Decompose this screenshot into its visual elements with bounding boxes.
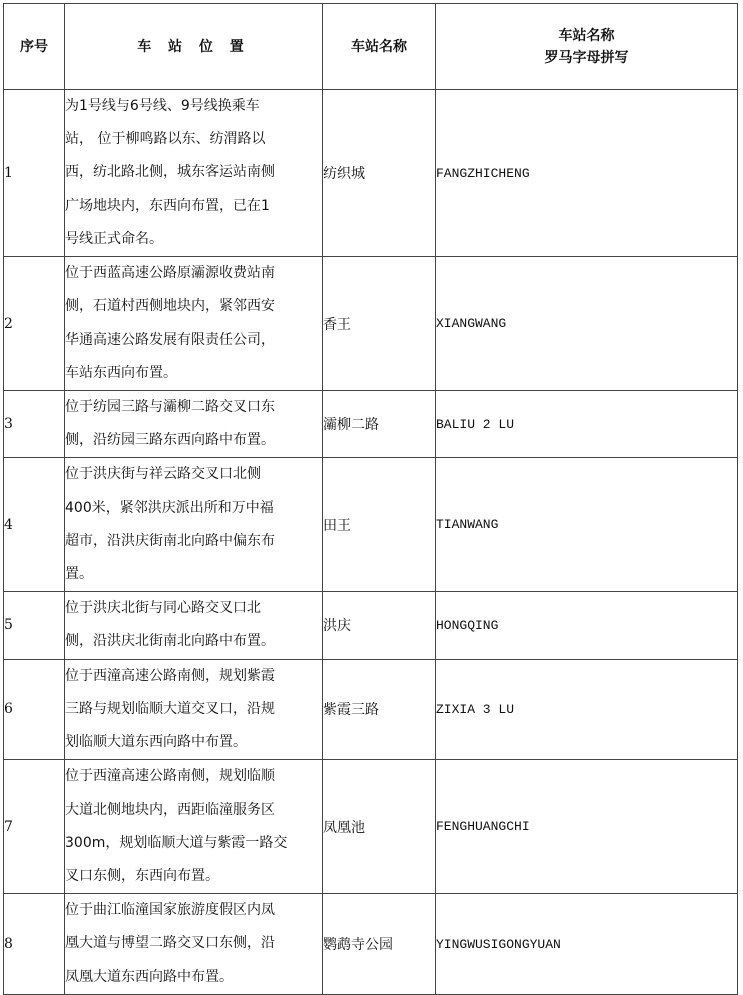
table-row <box>4 659 738 760</box>
station-location-line: 位于洪庆街与祥云路交叉口北侧 <box>65 466 261 483</box>
row-number: 8 <box>4 894 65 995</box>
table-header-row <box>4 4 738 90</box>
header-location <box>65 4 323 90</box>
station-location-line: 三路与规划临顺大道交叉口，沿规 <box>65 700 275 717</box>
station-location-cell <box>65 894 323 995</box>
station-name: 凤凰池 <box>323 760 436 894</box>
row-number: 6 <box>4 659 65 760</box>
station-name: 田王 <box>323 458 436 592</box>
station-location-line: 号线正式命名。 <box>65 230 163 247</box>
station-location-line: 超市，沿洪庆街南北向路中偏东布 <box>65 532 275 549</box>
station-location-line: 侧，沿纺园三路东西向路中布置。 <box>65 432 275 449</box>
station-roman-spelling: TIANWANG <box>436 458 738 592</box>
station-location-cell <box>65 458 323 592</box>
station-name: 灞柳二路 <box>323 391 436 458</box>
station-location-cell <box>65 90 323 257</box>
station-location-line: 侧，沿洪庆北街南北向路中布置。 <box>65 633 275 650</box>
station-location-cell <box>65 391 323 458</box>
station-location-line: 凰大道与博望二路交叉口东侧，沿 <box>65 935 275 952</box>
station-roman-spelling: YINGWUSIGONGYUAN <box>436 894 738 995</box>
station-name: 鹦鹉寺公园 <box>323 894 436 995</box>
station-location-line: 华通高速公路发展有限责任公司， <box>65 331 275 348</box>
station-roman-spelling: ZIXIA 3 LU <box>436 659 738 760</box>
table-row <box>4 760 738 894</box>
station-roman-spelling: XIANGWANG <box>436 257 738 391</box>
station-name: 香王 <box>323 257 436 391</box>
table-row <box>4 592 738 659</box>
station-location-line: 站， 位于柳鸣路以东、纺渭路以 <box>65 131 266 148</box>
header-name: 车站名称 <box>323 4 436 90</box>
table-row <box>4 894 738 995</box>
row-number: 5 <box>4 592 65 659</box>
station-location-line: 广场地块内，东西向布置，已在1 <box>65 197 270 214</box>
station-location-line: 400米，紧邻洪庆派出所和万中福 <box>65 499 274 516</box>
station-location-line: 位于纺园三路与灞柳二路交叉口东 <box>65 399 275 416</box>
row-number: 1 <box>4 90 65 257</box>
row-number: 7 <box>4 760 65 894</box>
station-roman-spelling: HONGQING <box>436 592 738 659</box>
station-location-line: 300m，规划临顺大道与紫霞一路交 <box>65 834 288 851</box>
station-location-line: 为1号线与6号线、9号线换乘车 <box>65 98 260 114</box>
header-location-text: 车 站 位 置 <box>137 38 250 55</box>
station-location-line: 位于西潼高速公路南侧，规划紫霞 <box>65 667 275 684</box>
header-no: 序号 <box>4 4 65 90</box>
station-name: 紫霞三路 <box>323 659 436 760</box>
station-location-line: 位于西潼高速公路南侧，规划临顺 <box>65 768 275 785</box>
station-location-line: 大道北侧地块内，西距临潼服务区 <box>65 801 275 818</box>
table-row <box>4 257 738 391</box>
station-location-line: 位于曲江临潼国家旅游度假区内凤 <box>65 902 275 919</box>
station-location-line: 置。 <box>65 566 93 583</box>
station-location-cell <box>65 257 323 391</box>
header-roman <box>436 4 738 90</box>
station-location-cell <box>65 659 323 760</box>
station-roman-spelling: BALIU 2 LU <box>436 391 738 458</box>
station-roman-spelling: FENGHUANGCHI <box>436 760 738 894</box>
station-roman-spelling: FANGZHICHENG <box>436 90 738 257</box>
row-number: 4 <box>4 458 65 592</box>
station-location-line: 位于洪庆北街与同心路交叉口北 <box>65 600 261 617</box>
table-row <box>4 90 738 257</box>
station-location-line: 叉口东侧，东西向布置。 <box>65 867 219 884</box>
table-row <box>4 458 738 592</box>
station-location-cell <box>65 760 323 894</box>
header-roman-line2: 罗马字母拼写 <box>544 49 629 66</box>
row-number: 2 <box>4 257 65 391</box>
station-location-line: 凤凰大道东西向路中布置。 <box>65 968 233 985</box>
station-location-line: 划临顺大道东西向路中布置。 <box>65 734 247 751</box>
station-name: 洪庆 <box>323 592 436 659</box>
station-location-line: 侧，石道村西侧地块内，紧邻西安 <box>65 298 275 315</box>
station-name: 纺织城 <box>323 90 436 257</box>
header-roman-line1: 车站名称 <box>558 27 615 44</box>
station-location-cell <box>65 592 323 659</box>
station-location-line: 位于西蓝高速公路原灞源收费站南 <box>65 265 275 282</box>
table-row <box>4 391 738 458</box>
table-body <box>4 90 738 995</box>
row-number: 3 <box>4 391 65 458</box>
station-location-line: 车站东西向布置。 <box>65 364 177 381</box>
station-location-line: 西，纺北路北侧，城东客运站南侧 <box>65 164 275 181</box>
station-table <box>3 3 738 995</box>
